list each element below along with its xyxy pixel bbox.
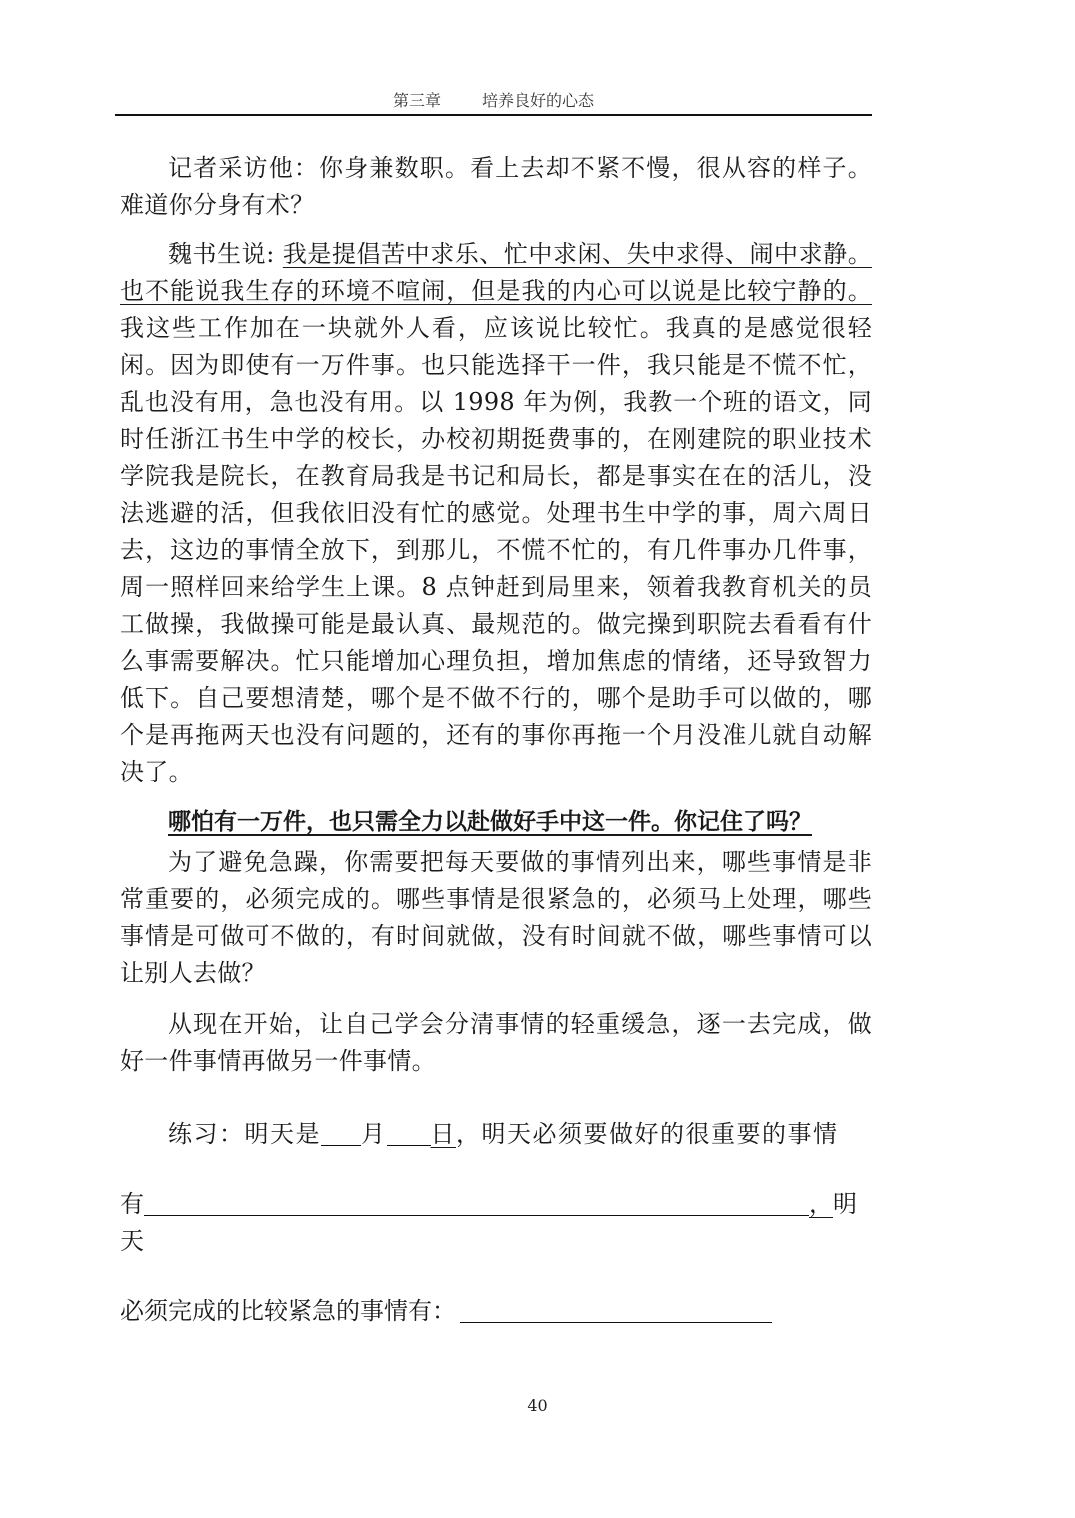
exercise-line-1 [120,1116,872,1153]
exercise-line-2 [120,1186,872,1260]
exercise-line-3 [120,1293,872,1330]
header-rule [115,114,872,116]
running-header [115,88,872,114]
exercise-line3-label: 必须完成的比较紧急的事情有： [120,1297,456,1325]
paragraph-avoid-haste: 为了避免急躁，你需要把每天要做的事情列出来，哪些事情是非常重要的，必须完成的。哪些事情是很紧急的，必须马上处理，哪些事情是可做可不做的，有时间就做，没有时间就不做，哪些事情可以让别人去做？ [120,848,872,987]
month-label: 月 [361,1120,387,1148]
chapter-title: 培养良好的心态 [482,91,595,110]
speaker-lead: 魏书生说: [168,240,283,268]
exercise-line2-comma: ， [809,1190,833,1218]
underlined-quote: 我是提倡苦中求乐、忙中求闲、失中求得、闹中求静。也不能说我生存的环境不喧闹，但是我的内心可以说是比较宁静的。 [120,240,873,305]
paragraph-interview: 记者采访他：你身兼数职。看上去却不紧不慢，很从容的样子。难道你分身有术？ [120,154,872,219]
paragraph-from-now-on: 从现在开始，让自己学会分清事情的轻重缓急，逐一去完成，做好一件事情再做另一件事情。 [120,1010,872,1075]
exercise-prefix: 练习：明天是 [168,1120,321,1148]
urgent-tasks-blank[interactable] [460,1296,772,1323]
important-tasks-blank[interactable] [144,1189,809,1216]
month-blank[interactable] [321,1119,361,1146]
day-blank[interactable] [387,1119,431,1146]
exercise-line1-rest: ，明天必须要做好的很重要的事情 [456,1120,839,1148]
exercise-line2-start: 有 [120,1190,144,1218]
exercise-line2-end: 明天 [120,1190,857,1255]
quote-continuation: 我这些工作加在一块就外人看，应该说比较忙。我真的是感觉很轻闲。因为即使有一万件事。也只能选择干一件，我只能是不慌不忙，乱也没有用，急也没有用。以 1998 年为例，我教一个班的语文，同时任浙江书生中学的校长，办校初期挺费事的，在刚建院的职业技术学院我是院长，在教育局我是书记和局长，都是事实在在的活儿，没法逃避的活，但我依旧没有忙的感觉。处理书生中学的事，周六周日去，这边的事情全放下，到那儿，不慌不忙的，有几件事办几件事，周一照样回来给学生上课。8 点钟赶到局里来，领着我教育机关的员工做操，我做操可能是最认真、最规范的。做完操到职院去看看有什么事需要解决。忙只能增加心理负担，增加焦虑的情绪，还导致智力低下。自己要想清楚，哪个是不做不行的，哪个是助手可以做的，哪个是再拖两天也没有问题的，还有的事你再拖一个月没准儿就自动解决了。 [120,314,872,786]
day-label: 日 [430,1120,456,1148]
page-body [120,150,872,1330]
paragraph-wei-shusheng [120,236,872,791]
emphasis-line: 哪怕有一万件，也只需全力以赴做好手中这一件。你记住了吗？ [168,808,812,835]
chapter-label: 第三章 [392,91,441,110]
page-number: 40 [527,1396,548,1415]
